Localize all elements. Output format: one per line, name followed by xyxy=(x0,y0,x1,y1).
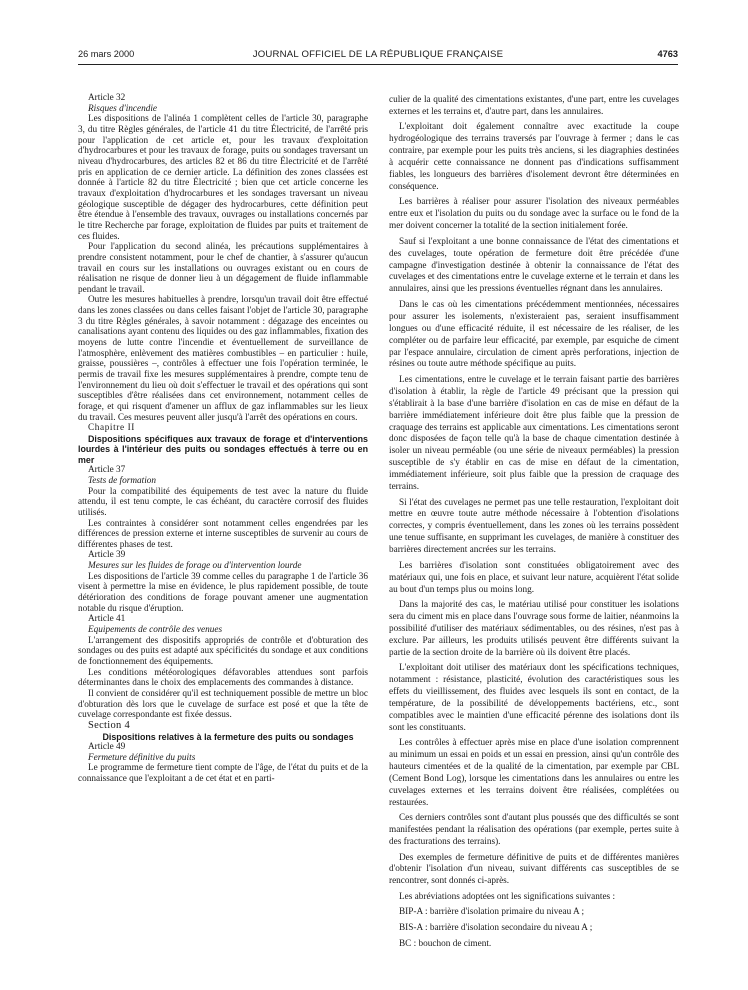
article-32-subtitle: Risques d'incendie xyxy=(88,103,158,114)
right-paragraph-9: Dans la majorité des cas, le matériau utilisé pour constituer les isolations sera du ciment mis en place dans l'ouvrage sous forme de laitier, néanmoins la possibilité d'utiliser des matériaux sédimentables, ou des résines, n'est pas à exclure. Par ailleurs, les produits utilisés peuvent être différents suivant la partie de la section droite de la barrière où ils doivent être placés. xyxy=(389,600,679,658)
article-32-paragraph-3: Outre les mesures habituelles à prendre, lorsqu'un travail doit être effectué dans les zones classées ou dans celles faisant l'objet de l'article 30, paragraphe 3 du titre Règles générales, à savoir notamment : dégazage des enceintes ou canalisations ayant contenu des liquides ou des gaz inflammables, fixation des moyens de lutte contre l'incendie et éventuellement de surveillance de l'atmosphère, enlèvement des matières combustibles – en particulier : huile, graisse, poussières –, contrôles à effectuer une fois l'opération terminée, le permis de travail fixe les mesures supplémentaires à prendre, compte tenu de l'environnement du lieu où doit s'effectuer le travail et des opérations qui sont susceptibles d'être réalisées dans cet environnement, notamment celles de forage, et qui risquent d'amener un afflux de gaz inflammables sur les lieux du travail. Ces mesures peuvent aller jusqu'à l'arrêt des opérations en cours. xyxy=(78,295,369,423)
right-paragraph-3: Les barrières à réaliser pour assurer l'isolation des niveaux perméables entre eux et l'isolation du puits ou du sondage avec la surface ou le fond de la mer doivent concerner la totalité de la section initialement forée. xyxy=(389,197,679,232)
chapter-heading: Dispositions spécifiques aux travaux de forage et d'interventions lourdes à l'intérieur des puits ou sondages effectués à terre ou en mer xyxy=(78,434,368,465)
right-paragraph-7: Si l'état des cuvelages ne permet pas une telle restauration, l'exploitant doit mettre en œuvre toute autre méthode nécessaire à l'obtention d'isolations correctes, y compris éventuellement, dans les zones où les terrains possèdent une tenue suffisante, en supprimant les cuvelages, de manière à constituer des barrières directement ancrées sur les terrains. xyxy=(389,497,679,556)
right-paragraph-12: Ces derniers contrôles sont d'autant plus poussés que des difficultés se sont manifestées pendant la réalisation des opérations (par exemple, pertes suite à des fracturations des terrains). xyxy=(389,813,679,847)
article-37-title: Article 37 xyxy=(88,465,126,476)
right-paragraph-6: Les cimentations, entre le cuvelage et le terrain faisant partie des barrières d'isolation à établir, la règle de l'article 49 précisant que la pression qui s'établirait à la base d'une barrière d'isolation en cas de mise en défaut de la barrière immédiatement inférieure doit être plus faible que la pression de craquage des terrains est applicable aux cimentations. Les cimentations seront donc disposées de façon telle qu'à la base de chaque cimentation destinée à isoler un niveau perméable (ou une série de niveaux perméables) la pression susceptible de s'y établir en cas de mise en défaut de la cimentation, immédiatement inférieure, soit plus faible que la pression de craquage des terrains. xyxy=(389,374,679,493)
article-49-title: Article 49 xyxy=(88,742,126,753)
page-header xyxy=(78,49,678,65)
right-paragraph-13: Des exemples de fermeture définitive de puits et de différentes manières d'obtenir l'isolation d'un niveau, suivant différents cas susceptibles de se rencontrer, sont donnés ci-après. xyxy=(389,852,679,887)
article-32-title: Article 32 xyxy=(88,93,126,103)
article-32-paragraph-1: Les dispositions de l'alinéa 1 complètent celles de l'article 30, paragraphe 3, du titre Règles générales, de l'article 41 du titre Électricité, de l'arrêté pris pour l'application de cet article et, pour les travaux d'exploitation d'hydrocarbures et pour les travaux de forage, puits ou sondages traversant un niveau d'hydrocarbures, des articles 82 et 86 du titre Électricité et de l'arrêté pris en application de ce dernier article. La définition des zones classées est donnée à l'article 82 du titre Électricité ; bien que cet article concerne les travaux d'exploitation d'hydrocarbures et les sondages traversant un niveau géologique susceptible de dégager des hydrocarbures, cette définition peut être étendue à l'ensemble des travaux, ouvrages ou installations concernés par le titre Recherche par forage, exploitation de fluides par puits et traitement de ces fluides. xyxy=(78,114,368,242)
article-39-paragraph-1: Les dispositions de l'article 39 comme celles du paragraphe 1 de l'article 36 visent à permettre la mise en évidence, le plus rapidement possible, de toute détérioration des conditions de forage pouvant amener une augmentation notable du risque d'éruption. xyxy=(78,571,368,614)
article-39-title: Article 39 xyxy=(88,550,126,561)
article-41-title: Article 41 xyxy=(88,614,126,625)
article-37-subtitle: Tests de formation xyxy=(88,475,157,486)
article-41-paragraph-2: Les conditions météorologiques défavorables attendues sont parfois déterminantes dans le choix des emplacements des commandes à distance. xyxy=(78,667,368,689)
right-column xyxy=(389,95,679,955)
article-49-subtitle: Fermeture définitive du puits xyxy=(88,752,196,763)
article-37-paragraph-2: Les contraintes à considérer sont notamment celles engendrées par les différences de pression externe et interne susceptibles de survenir au cours de différentes phases de test. xyxy=(78,518,368,550)
right-paragraph-4: Sauf si l'exploitant a une bonne connaissance de l'état des cimentations et des cuvelages, toute opération de fermeture doit être précédée d'une campagne d'investigation destinée à obtenir la connaissance de l'état des cuvelages et des cimentations entre le cuvelage externe et le terrain et dans les annulaires, ainsi que les pressions éventuelles régnant dans les annulaires. xyxy=(389,236,679,295)
left-column xyxy=(78,93,368,785)
right-paragraph-2: L'exploitant doit également connaître avec exactitude la coupe hydrogéologique des terrains traversés par l'ouvrage à fermer ; dans le cas contraire, par exemple pour les puits très anciens, si les diagraphies destinées à acquérir cette connaissance ne donnent pas d'indications suffisamment fiables, les longueurs des barrières d'isolement devront être déterminées en conséquence. xyxy=(389,122,679,192)
article-39-subtitle: Mesures sur les fluides de forage ou d'intervention lourde xyxy=(88,561,302,572)
header-rule xyxy=(78,64,678,65)
right-paragraph-5: Dans le cas où les cimentations précédemment mentionnées, nécessaires pour assurer les isolements, n'existeraient pas, seraient insuffisamment longues ou d'une efficacité réduite, il est nécessaire de les réaliser, de les compléter ou de parfaire leur efficacité, par exemple, par esquiche de ciment par l'espace annulaire, circulation de ciment après perforations, injection de résines ou toute autre méthode spécifique au puits. xyxy=(389,299,679,370)
article-41-paragraph-3: Il convient de considérer qu'il est techniquement possible de mettre un bloc d'obturation dès lors que le cuvelage de surface est posé et que la tête de cuvelage correspondante est fixée dessus. xyxy=(78,689,368,721)
chapter-title: Chapitre II xyxy=(88,423,135,434)
article-49-paragraph-1: Le programme de fermeture tient compte de l'âge, de l'état du puits et de la connaissance que l'exploitant a de cet état et en parti- xyxy=(78,763,368,784)
article-41-subtitle: Equipements de contrôle des venues xyxy=(88,625,223,636)
right-paragraph-10: L'exploitant doit utiliser des matériaux dont les spécifications techniques, notamment : résistance, plasticité, évolution des caractéristiques sous les effets du vieillissement, des fluides avec lesquels ils sont en contact, de la température, de la possibilité de développements bactériens, etc., sont compatibles avec le maintien d'une efficacité pérenne des isolations dont ils sont les constituants. xyxy=(389,663,679,733)
section-heading: Dispositions relatives à la fermeture des puits ou sondages xyxy=(102,731,354,742)
right-paragraph-8: Les barrières d'isolation sont constituées obligatoirement avec des matériaux qui, une fois en place, et suivant leur nature, acquièrent l'état solide au bout d'un temps plus ou moins long. xyxy=(389,560,679,595)
abbreviation-bc: BC : bouchon de ciment. xyxy=(399,939,492,950)
article-37-paragraph-1: Pour la compatibilité des équipements de test avec la nature du fluide attendu, il est tenu compte, le cas échéant, du caractère corrosif des fluides utilisés. xyxy=(78,486,368,518)
right-paragraph-1: culier de la qualité des cimentations existantes, d'une part, entre les cuvelages externes et les terrains et, d'autre part, dans les annulaires. xyxy=(389,95,679,117)
abbreviation-bis-a: BIS-A : barrière d'isolation secondaire du niveau A ; xyxy=(399,923,593,934)
article-41-paragraph-1: L'arrangement des dispositifs appropriés de contrôle et d'obturation des sondages ou des puits est adapté aux spécificités du sondage et aux conditions de fonctionnement des équipements. xyxy=(78,635,368,668)
page-number: 4763 xyxy=(657,49,678,59)
right-paragraph-11: Les contrôles à effectuer après mise en place d'une isolation comprennent au minimum un essai en poids et un essai en pression, ainsi qu'un contrôle des hauteurs cimentées et de la qualité de la cimentation, par exemple par CBL (Cement Bond Log), lorsque les cimentations dans les annulaires ou entre les cuvelages externes et les terrains doivent être réalisées, complétées ou restaurées. xyxy=(389,738,679,808)
journal-title: JOURNAL OFFICIEL DE LA RÉPUBLIQUE FRANÇAISE xyxy=(252,49,504,60)
abbreviations-intro: Les abréviations adoptées ont les significations suivantes : xyxy=(399,891,616,902)
abbreviation-bip-a: BIP-A : barrière d'isolation primaire du niveau A ; xyxy=(399,907,585,918)
header-date: 26 mars 2000 xyxy=(78,49,135,59)
article-32-paragraph-2: Pour l'application du second alinéa, les précautions supplémentaires à prendre consistent notamment, pour le chef de chantier, à s'assurer qu'aucun travail en cours sur les installations ou ouvrages existant ou en cours de réalisation ne risque de donner lieu à un dégagement de fluide inflammable pendant le travail. xyxy=(78,242,368,295)
section-title: Section 4 xyxy=(88,719,131,731)
